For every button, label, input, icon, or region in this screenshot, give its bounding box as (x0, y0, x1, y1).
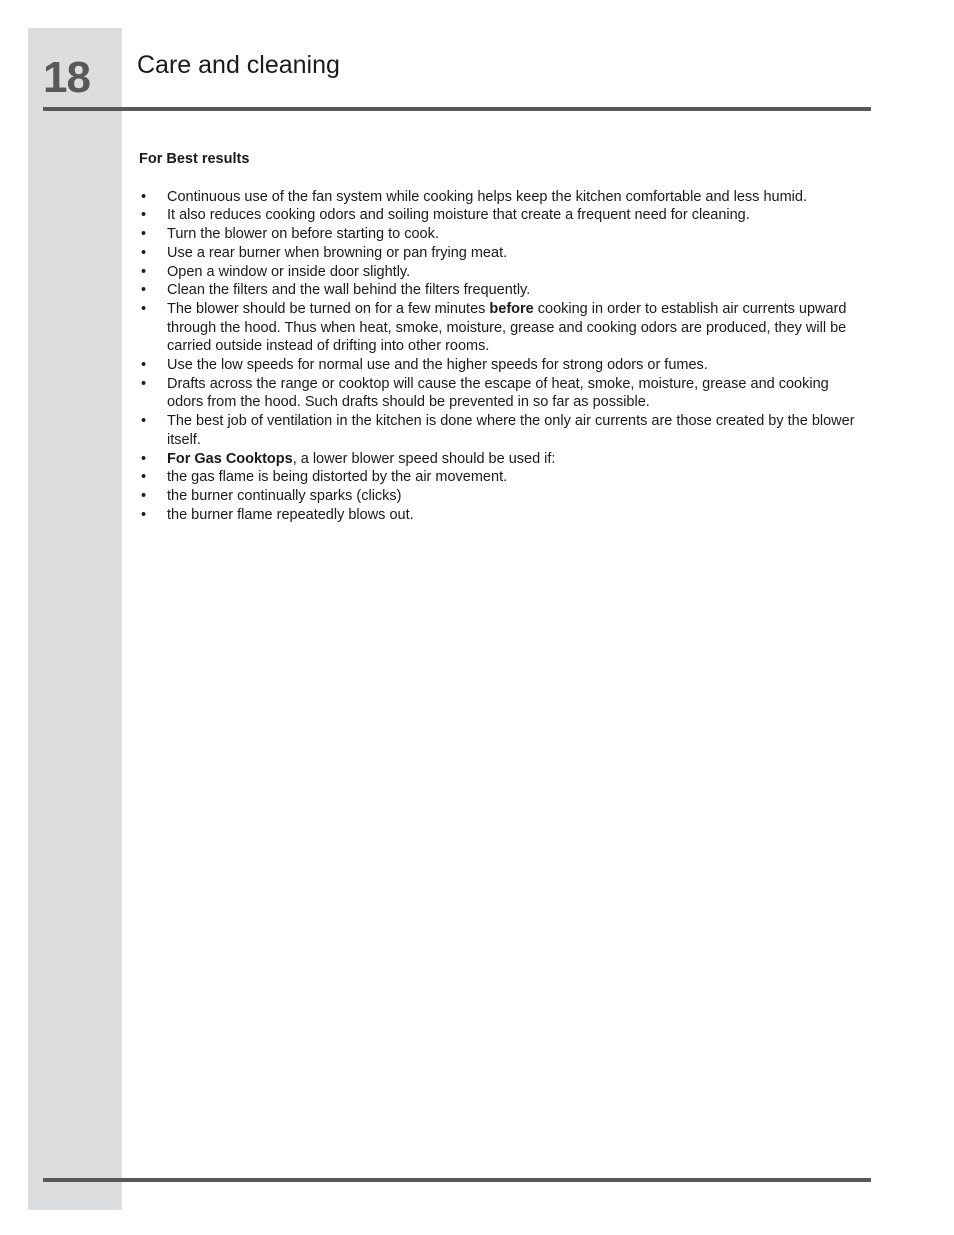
list-item (139, 450, 864, 469)
list-item-text: the burner continually sparks (clicks) (167, 487, 402, 504)
list-item (139, 244, 864, 263)
list-item-text: It also reduces cooking odors and soiling moisture that create a frequent need for cleaning. (167, 207, 750, 224)
list-item (139, 468, 864, 487)
list-item (139, 225, 864, 244)
list-item (139, 188, 864, 207)
list-item (139, 412, 864, 449)
bullet-icon: • (141, 375, 147, 392)
bullet-icon: • (141, 413, 147, 430)
bullet-icon: • (141, 300, 147, 317)
side-band (28, 28, 122, 1210)
list-item (139, 300, 864, 356)
bullet-icon: • (141, 244, 147, 261)
header-rule (43, 107, 871, 111)
list-item-text: Open a window or inside door slightly. (167, 263, 411, 280)
bullet-icon: • (141, 282, 147, 299)
page-title: Care and cleaning (137, 51, 340, 79)
list-item-text-pre: The blower should be turned on for a few minutes (167, 300, 490, 317)
list-item-text: Turn the blower on before starting to cook. (167, 226, 439, 243)
content-area (139, 150, 864, 524)
list-item-emphasis: For Gas Cooktops (167, 450, 293, 467)
list-item-text: Use the low speeds for normal use and the higher speeds for strong odors or fumes. (167, 357, 708, 374)
bullet-icon: • (141, 207, 147, 224)
bullet-icon: • (141, 469, 147, 486)
list-item-text: The best job of ventilation in the kitchen is done where the only air currents are those created by the blower itself. (167, 413, 855, 448)
footer-rule (43, 1178, 871, 1182)
list-item (139, 356, 864, 375)
bullet-icon: • (141, 226, 147, 243)
list-item (139, 506, 864, 525)
list-item-text: Clean the filters and the wall behind the filters frequently. (167, 282, 531, 299)
page-number: 18 (43, 53, 90, 102)
section-heading: For Best results (139, 151, 250, 167)
bullet-icon: • (141, 506, 147, 523)
list-item-text: Drafts across the range or cooktop will cause the escape of heat, smoke, moisture, grease and cooking odors from the hood. Such drafts should be prevented in so far as possible. (167, 375, 829, 411)
list-item (139, 281, 864, 300)
bullet-icon: • (141, 487, 147, 504)
bullet-icon: • (141, 263, 147, 280)
list-item-emphasis: before (489, 300, 534, 317)
list-item-text: the gas flame is being distorted by the air movement. (167, 469, 508, 486)
best-results-list (139, 188, 864, 525)
list-item (139, 206, 864, 225)
bullet-icon: • (141, 357, 147, 374)
list-item-text-post: cooking in order to establish air currents upward through the hood. Thus when heat, smoke, moisture, grease and cooking odors are produced, they will be carried outside instead of drifting into other rooms. (167, 300, 847, 355)
list-item (139, 263, 864, 282)
list-item-text-post: , a lower blower speed should be used if: (292, 450, 556, 467)
list-item (139, 487, 864, 506)
list-item-text: Continuous use of the fan system while cooking helps keep the kitchen comfortable and less humid. (167, 188, 807, 205)
list-item-text: the burner flame repeatedly blows out. (167, 506, 414, 523)
bullet-icon: • (141, 188, 147, 205)
bullet-icon: • (141, 450, 147, 467)
list-item-text: Use a rear burner when browning or pan frying meat. (167, 244, 508, 261)
list-item (139, 375, 864, 412)
